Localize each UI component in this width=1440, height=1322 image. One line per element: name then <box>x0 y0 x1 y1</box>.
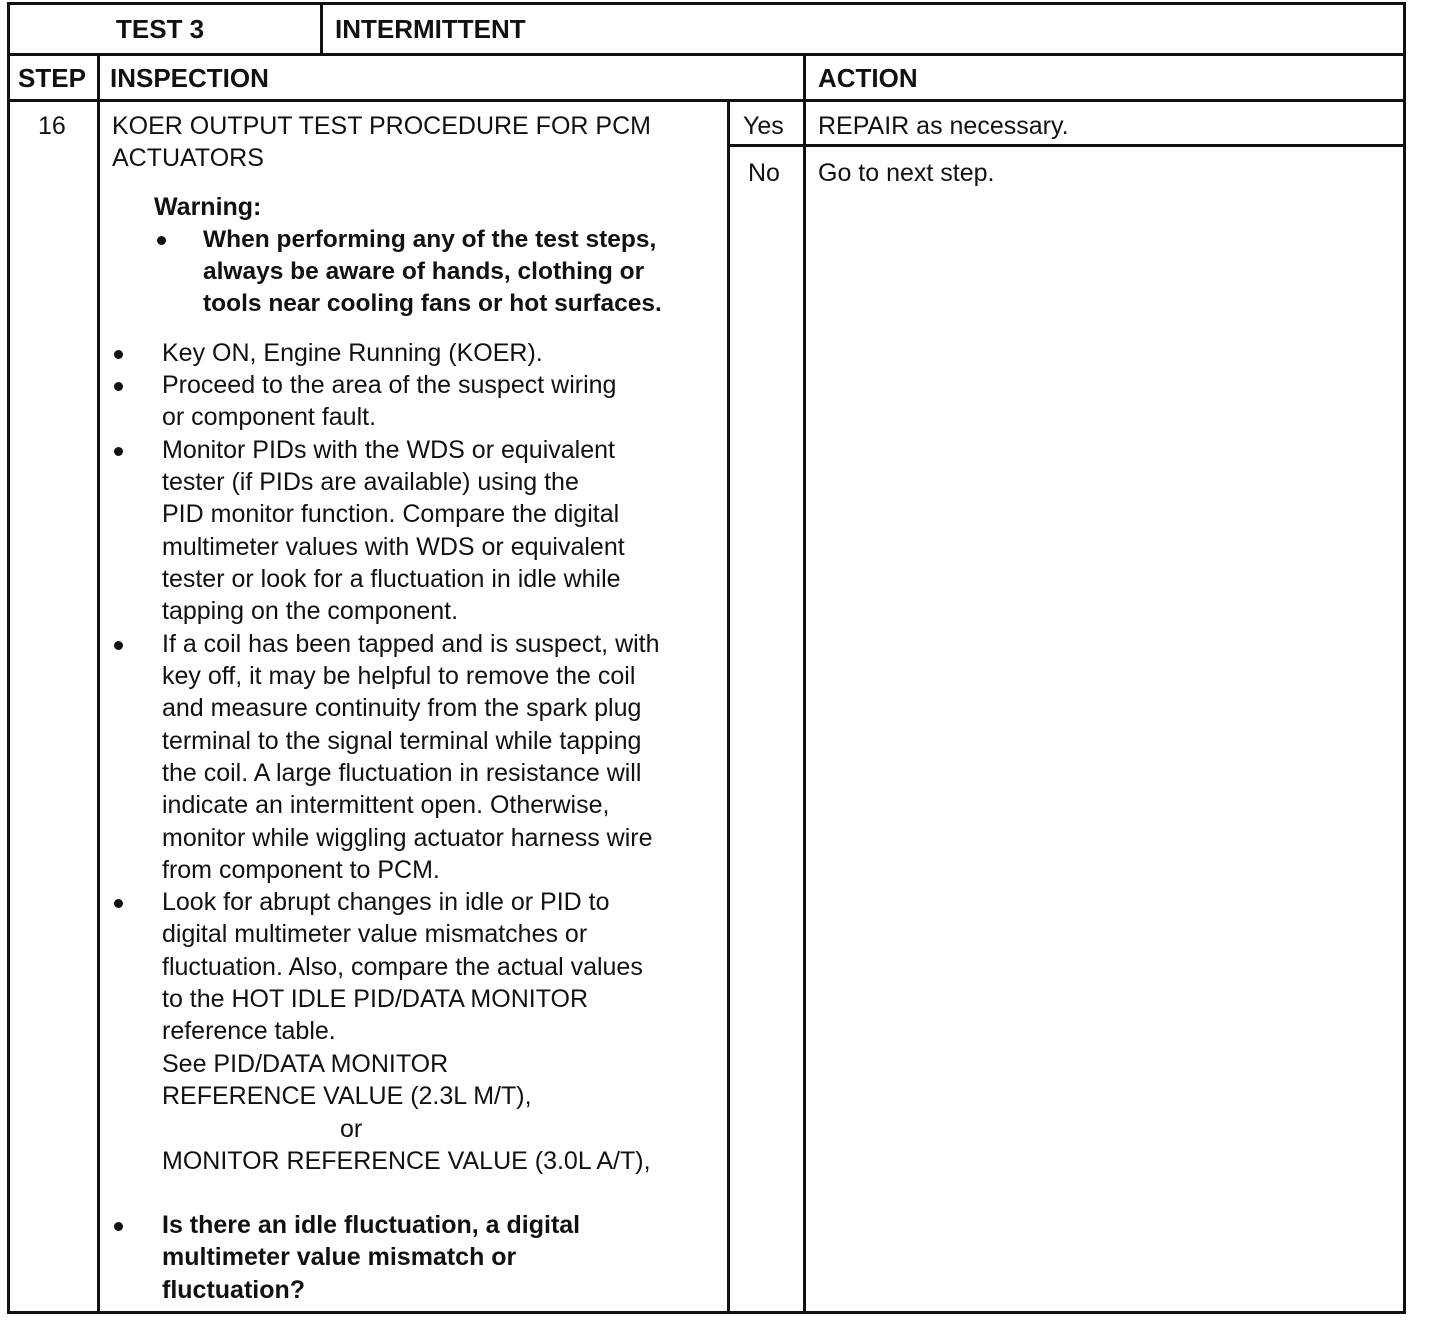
step-title-line: KOER OUTPUT TEST PROCEDURE FOR PCM <box>112 112 651 140</box>
bullet-line: from component to PCM. <box>162 856 440 884</box>
bullet-marker <box>114 899 123 908</box>
column-header-action: ACTION <box>818 63 918 93</box>
bullet-line: tester or look for a fluctuation in idle while <box>162 565 621 593</box>
answer-column-divider <box>727 99 730 1314</box>
warning-line: tools near cooling fans or hot surfaces. <box>203 290 662 317</box>
table-border-right <box>1403 2 1406 1314</box>
bullet-marker <box>114 382 123 391</box>
warning-bullet <box>157 236 166 245</box>
bullet-line: monitor while wiggling actuator harness wire <box>162 824 653 852</box>
bullet-line: indicate an intermittent open. Otherwise, <box>162 791 610 819</box>
bullet-line: multimeter values with WDS or equivalent <box>162 533 625 561</box>
reference-line: REFERENCE VALUE (2.3L M/T), <box>162 1082 532 1110</box>
action-column-divider <box>803 53 806 1314</box>
bullet-line: PID monitor function. Compare the digital <box>162 500 620 528</box>
reference-or: or <box>340 1115 363 1143</box>
bullet-line: fluctuation. Also, compare the actual values <box>162 953 643 981</box>
question-line: multimeter value mismatch or <box>162 1243 517 1271</box>
column-header-inspection: INSPECTION <box>110 63 269 93</box>
warning-line: When performing any of the test steps, <box>203 226 657 253</box>
answer-no: No <box>748 159 780 187</box>
test-name: INTERMITTENT <box>335 14 526 44</box>
column-header-step: STEP <box>18 63 86 93</box>
test-label-divider <box>320 2 323 55</box>
bullet-line: tapping on the component. <box>162 597 459 625</box>
header-row-rule <box>7 53 1404 56</box>
action-yes: REPAIR as necessary. <box>818 112 1069 140</box>
bullet-line: tester (if PIDs are available) using the <box>162 468 579 496</box>
question-line: fluctuation? <box>162 1276 306 1304</box>
table-border-top <box>7 2 1404 5</box>
yes-no-rule <box>729 144 1406 147</box>
bullet-line: Monitor PIDs with the WDS or equivalent <box>162 436 615 464</box>
step-title-line: ACTUATORS <box>112 144 264 172</box>
reference-line: See PID/DATA MONITOR <box>162 1050 449 1078</box>
bullet-line: Proceed to the area of the suspect wiring <box>162 371 617 399</box>
bullet-line: the coil. A large fluctuation in resistance will <box>162 759 642 787</box>
action-no: Go to next step. <box>818 159 995 187</box>
bullet-line: and measure continuity from the spark plug <box>162 694 642 722</box>
bullet-marker <box>114 447 123 456</box>
bullet-marker <box>114 641 123 650</box>
step-column-divider <box>97 53 100 1314</box>
bullet-marker <box>114 350 123 359</box>
question-bullet <box>114 1222 123 1231</box>
table-border-left <box>7 2 10 1314</box>
answer-yes: Yes <box>743 112 784 140</box>
warning-label: Warning: <box>154 193 262 221</box>
step-number: 16 <box>38 112 66 140</box>
table-border-bottom <box>7 1311 1406 1314</box>
bullet-line: If a coil has been tapped and is suspect, with <box>162 630 660 658</box>
bullet-line: Key ON, Engine Running (KOER). <box>162 339 543 367</box>
test-label: TEST 3 <box>116 14 205 44</box>
bullet-line: digital multimeter value mismatches or <box>162 920 588 948</box>
bullet-line: terminal to the signal terminal while tapping <box>162 727 642 755</box>
warning-line: always be aware of hands, clothing or <box>203 258 645 285</box>
bullet-line: to the HOT IDLE PID/DATA MONITOR <box>162 985 589 1013</box>
bullet-line: or component fault. <box>162 403 377 431</box>
bullet-line: Look for abrupt changes in idle or PID to <box>162 888 610 916</box>
reference-line: MONITOR REFERENCE VALUE (3.0L A/T), <box>162 1147 651 1175</box>
column-header-rule <box>7 99 1404 102</box>
bullet-line: reference table. <box>162 1017 336 1045</box>
question-line: Is there an idle fluctuation, a digital <box>162 1211 581 1239</box>
bullet-line: key off, it may be helpful to remove the coil <box>162 662 636 690</box>
